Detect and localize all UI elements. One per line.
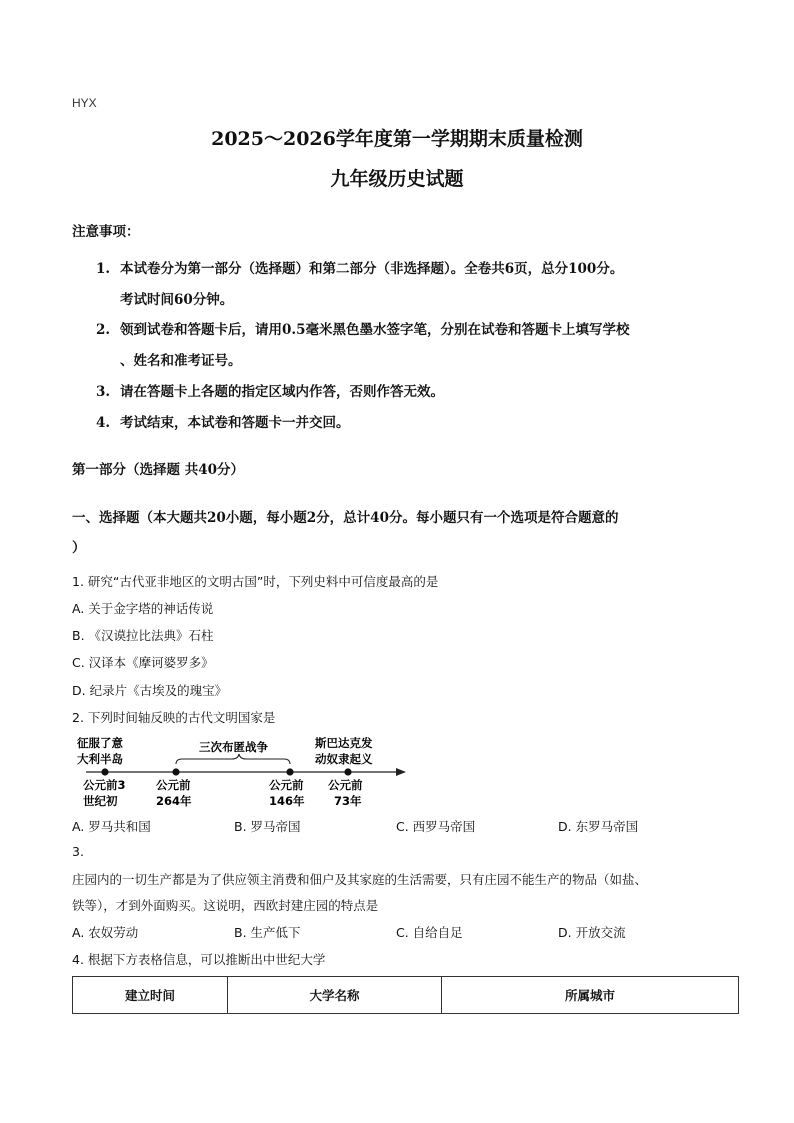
q2-option-d: D. 东罗马帝国 xyxy=(558,819,639,834)
q1-stem: 1. 研究“古代亚非地区的文明古国”时，下列史料中可信度最高的是 xyxy=(72,574,439,589)
timeline-date-4a: 公元前 xyxy=(328,778,363,792)
timeline-event-3a: 斯巴达克发 xyxy=(315,736,373,750)
timeline-date-4b: 73年 xyxy=(334,794,362,808)
q1-option-c: C. 汉译本《摩诃婆罗多》 xyxy=(72,655,214,670)
notice-item-num: 4. xyxy=(96,415,111,431)
notice-item-text: 考试结束，本试卷和答题卡一并交回。 xyxy=(120,415,350,431)
timeline-brace xyxy=(176,754,290,764)
timeline-date-2b: 264年 xyxy=(156,794,192,808)
notice-item-text: 领到试卷和答题卡后，请用0.5毫米黑色墨水签字笔，分别在试卷和答题卡上填写学校 xyxy=(120,322,630,338)
timeline-date-3b: 146年 xyxy=(269,794,305,808)
timeline-event-1a: 征服了意 xyxy=(77,736,123,750)
notice-item-num: 3. xyxy=(96,384,111,400)
q3-num: 3. xyxy=(72,844,84,859)
paper-code: HYX xyxy=(72,96,97,110)
exam-subtitle: 九年级历史试题 xyxy=(330,168,464,190)
section-heading: 一、选择题（本大题共20小题，每小题2分，总计40分。每小题只有一个选项是符合题意的 xyxy=(72,510,619,526)
timeline-event-2: 三次布匿战争 xyxy=(199,740,268,754)
timeline-date-1b: 世纪初 xyxy=(83,794,118,808)
notice-item-4 xyxy=(96,411,350,431)
q3-option-a: A. 农奴劳动 xyxy=(72,925,139,940)
timeline-event-1b: 大利半岛 xyxy=(77,752,123,766)
q2-stem: 2. 下列时间轴反映的古代文明国家是 xyxy=(72,710,276,725)
q1-option-b: B. 《汉谟拉比法典》石柱 xyxy=(72,628,214,643)
timeline-date-3a: 公元前 xyxy=(269,778,304,792)
exam-title: 2025～2026学年度第一学期期末质量检测 xyxy=(211,128,583,150)
q3-stem-line1: 庄园内的一切生产都是为了供应领主消费和佃户及其家庭的生活需要，只有庄园不能生产的物品（如盐、 xyxy=(72,872,648,887)
notice-item-text: 本试卷分为第一部分（选择题）和第二部分（非选择题）。全卷共6页，总分100分。 xyxy=(120,261,624,277)
notice-item-text: 请在答题卡上各题的指定区域内作答，否则作答无效。 xyxy=(120,384,444,400)
q2-option-c: C. 西罗马帝国 xyxy=(396,819,476,834)
q2-option-a: A. 罗马共和国 xyxy=(72,819,151,834)
timeline-arrow-icon xyxy=(396,768,406,776)
table-header-cell: 大学名称 xyxy=(228,977,442,1014)
timeline-date-1a: 公元前3 xyxy=(83,778,126,792)
table-header-cell: 建立时间 xyxy=(73,977,228,1014)
notice-item-2-cont: 、姓名和准考证号。 xyxy=(120,353,242,369)
q2-option-b: B. 罗马帝国 xyxy=(234,819,301,834)
q3-option-c: C. 自给自足 xyxy=(396,925,463,940)
notice-item-num: 2. xyxy=(96,322,111,338)
notice-item-num: 1. xyxy=(96,261,111,277)
q3-option-b: B. 生产低下 xyxy=(234,925,301,940)
timeline-event-3b: 动奴隶起义 xyxy=(315,752,373,766)
q4-stem: 4. 根据下方表格信息，可以推断出中世纪大学 xyxy=(72,952,326,967)
notice-heading: 注意事项： xyxy=(72,224,140,240)
notice-item-1 xyxy=(96,257,623,277)
timeline-date-2a: 公元前 xyxy=(156,778,191,792)
table-header-row xyxy=(73,977,739,1014)
q1-option-d: D. 纪录片《古埃及的瑰宝》 xyxy=(72,683,228,698)
timeline-dot xyxy=(101,768,108,775)
timeline-dot xyxy=(286,768,293,775)
timeline-dot xyxy=(172,768,179,775)
timeline-dot xyxy=(344,768,351,775)
section-heading-cont: ） xyxy=(72,540,86,556)
q3-option-d: D. 开放交流 xyxy=(558,925,626,940)
part1-heading: 第一部分（选择题 共40分） xyxy=(72,462,244,478)
notice-item-1-cont: 考试时间60分钟。 xyxy=(120,292,234,308)
q1-option-a: A. 关于金字塔的神话传说 xyxy=(72,601,214,616)
notice-item-3 xyxy=(96,380,444,400)
q4-table xyxy=(72,976,739,1014)
timeline-figure xyxy=(72,732,412,812)
notice-item-2 xyxy=(96,318,630,338)
table-header-cell: 所属城市 xyxy=(442,977,739,1014)
q3-stem-line2: 铁等），才到外面购买。这说明，西欧封建庄园的特点是 xyxy=(72,898,379,913)
